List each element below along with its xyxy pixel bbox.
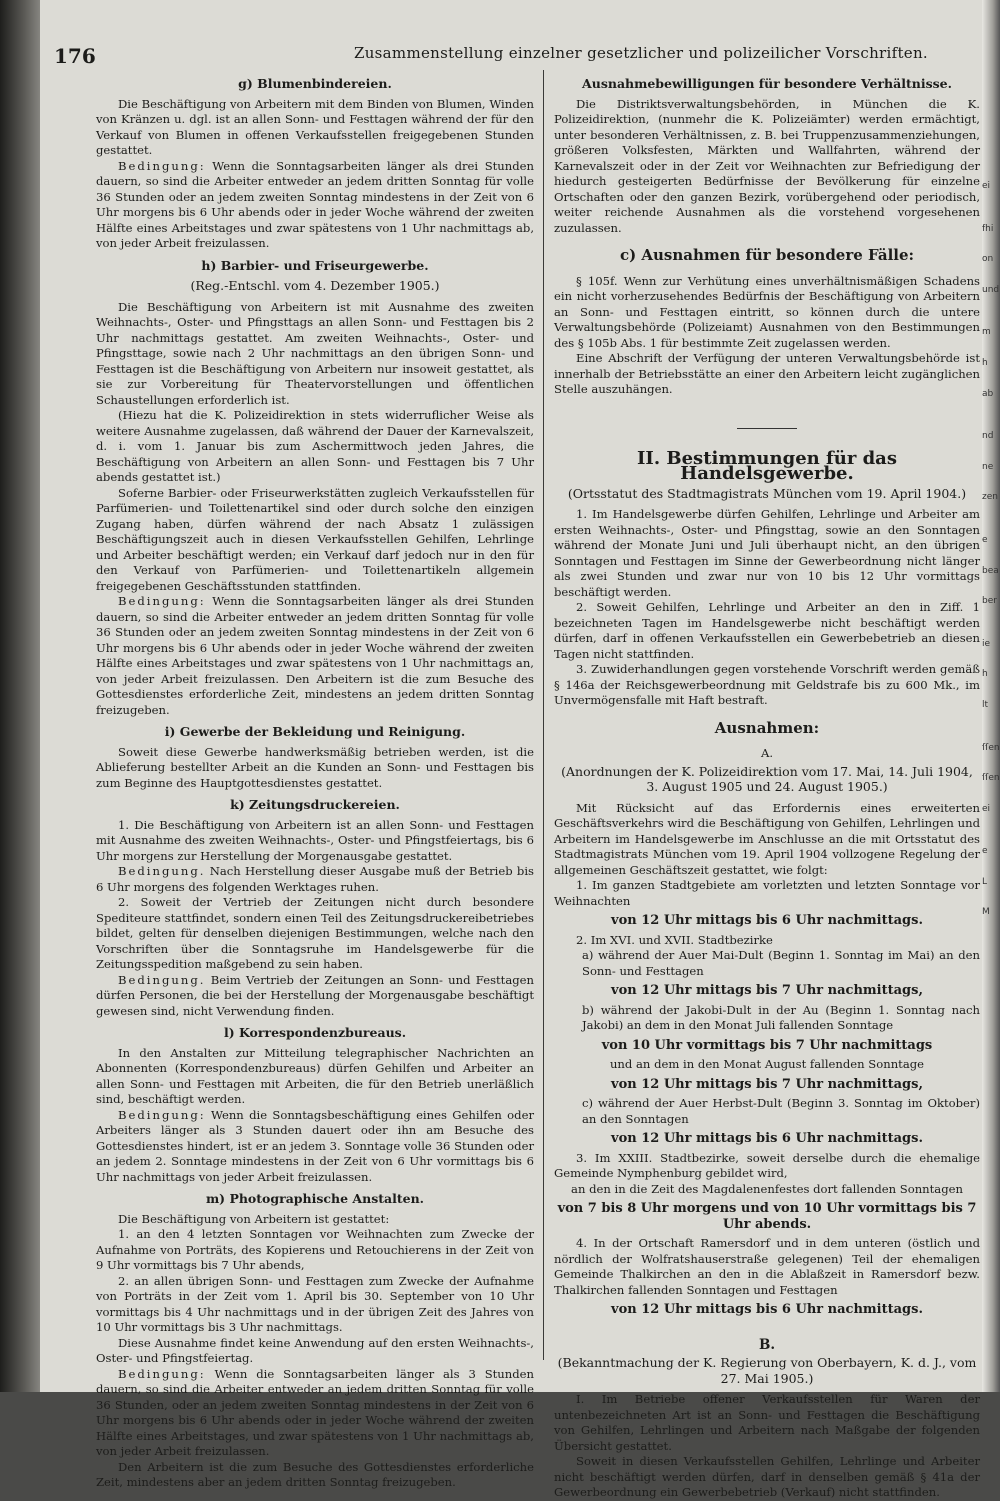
part-a-letter: A. <box>760 746 774 760</box>
edge-fragment: ber <box>982 596 997 607</box>
section-l-title: l) Korrespondenzbureaus. <box>223 1025 407 1040</box>
condition-text: Wenn die Sonntagsarbeiten länger als drei Stunden dauern, so sind die Arbeiter entweder an jedem dritten Sonntag für volle 36 Stunden oder an jedem zweiten Sonntag mindestens in der Zeit von 6 Uhr morgens bis 6 Uhr abends oder in jeder Woche während der zweiten Hälfte eines Arbeitstages und zwar spätestens von 1 Uhr nachmittags ab, von jeder Arbeit freizulassen. <box>96 158 534 250</box>
list-item: 3. Im XXIII. Stadtbezirke, soweit derselbe durch die ehemalige Gemeinde Nymphenburg gebildet wird, <box>554 1150 980 1180</box>
list-item: 4. In der Ortschaft Ramersdorf und in dem unteren (östlich und nördlich der Wolfratshauserstraße gelegenen) Teil der ehemaligen Gemeinde Thalkirchen an den in die Ablaßzeit in Ramersdorf bezw. Thalkirchen fallenden Sonntagen und Festtagen <box>554 1236 980 1297</box>
part-b-subtitle: (Bekanntmachung der K. Regierung von Oberbayern, K. d. J., vom 27. Mai 1905.) <box>557 1355 977 1386</box>
edge-fragment: ne <box>982 461 994 472</box>
list-subitem: b) während der Jakobi-Dult in der Au (Beginn 1. Sonntag nach Jakobi) an dem in den Monat Juli fallenden Sonntage <box>582 1002 980 1032</box>
paragraph: (Hiezu hat die K. Polizeidirektion in stets widerruflicher Weise als weitere Ausnahme zugelassen, daß während der Dauer der Karnevalszeit, d. i. vom 1. Januar bis zum Aschermittwoch jeden Jahres, die Beschäftigung von Arbeitern an allen Sonn- und Festtagen bis 7 Uhr abends gestattet ist.) <box>96 408 534 484</box>
condition-text: Nach Herstellung dieser Ausgabe muß der Betrieb bis 6 Uhr morgens des folgenden Werktages ruhen. <box>96 864 535 894</box>
time-range: von 12 Uhr mittags bis 6 Uhr nachmittags. <box>611 913 923 928</box>
edge-fragment: on <box>982 254 994 265</box>
section-g-title: g) Blumenbindereien. <box>238 76 392 91</box>
edge-fragment: ab <box>982 388 994 399</box>
edge-fragment: zen <box>982 492 998 503</box>
paragraph: Den Arbeitern ist die zum Besuche des Gottesdienstes erforderliche Zeit, mindestens aber an jedem dritten Sonntag freizugeben. <box>96 1459 534 1489</box>
edge-fragment: ei <box>982 803 991 814</box>
condition-label: Bedingung. <box>118 972 206 987</box>
paragraph: 1. an den 4 letzten Sonntagen vor Weihnachten zum Zwecke der Aufnahme von Porträts, des Kopierens und Retouchierens in der Zeit von 9 Uhr vormittags bis 7 Uhr abends, <box>96 1227 534 1272</box>
condition-label: Bedingung. <box>118 864 206 878</box>
exceptions-title: Ausnahmen: <box>714 718 820 737</box>
list-subitem: c) während der Auer Herbst-Dult (Beginn 3. Sonntag im Oktober) an den Sonntagen <box>582 1096 980 1126</box>
part-b-letter: B. <box>758 1336 776 1353</box>
list-subitem-continuation: und an dem in den Monat August fallenden Sonntage <box>609 1057 925 1071</box>
paragraph: Soweit in diesen Verkaufsstellen Gehilfen, Lehrlinge und Arbeiter nicht beschäftigt werden dürfen, darf in denselben gemäß § 41a der Gewerbeordnung ein Gewerbebetrieb (Verkauf) nicht stattfinden. <box>554 1454 980 1499</box>
section-ii-title: II. Bestimmungen für das Handelsgewerbe. <box>637 447 897 484</box>
paragraph: I. Im Betriebe offener Verkaufsstellen für Waren der untenbezeichneten Art ist an Sonn- und Festtagen die Beschäftigung von Gehilfen, Lehrlingen und Arbeitern nach Maßgabe der folgenden Übersicht gestattet. <box>554 1392 980 1453</box>
edge-fragment: ei <box>982 181 991 191</box>
edge-fragment: m <box>982 327 991 338</box>
paragraph: 2. Soweit der Vertrieb der Zeitungen nicht durch besondere Spediteure stattfindet, sondern einen Teil des Zeitungsdruckereibetriebes bildet, gelten für denselben diejenigen Bestimmungen, welche nach den Vorschriften über die Sonntagsruhe im Handelsgewerbe für die Zeitungsspedition maßgebend zu sein haben. <box>96 895 534 971</box>
list-item: 2. Im XVI. und XVII. Stadtbezirke <box>576 932 773 947</box>
section-h-subtitle: (Reg.-Entschl. vom 4. Dezember 1905.) <box>190 278 440 293</box>
edge-fragment: bea <box>982 565 999 576</box>
paragraph-condition <box>96 864 534 895</box>
paragraph-condition <box>96 159 534 252</box>
paragraph: Die Beschäftigung von Arbeitern ist mit Ausnahme des zweiten Weihnachts-, Oster- und Pfingsttags an allen Sonn- und Festtagen bis 2 Uhr nachmittags gestattet. Am zweiten Weihnachts-, Oster- und Pfingsttage, sowie nach 2 Uhr nachmittags an den übrigen Sonn- und Festtagen ist die Beschäftigung von Arbeitern nur insoweit gestattet, als sie zur Vorbereitung für Theatervorstellungen und öffentlichen Schaustellungen erforderlich ist. <box>96 299 534 407</box>
paragraph: Die Beschäftigung von Arbeitern ist gestattet: <box>118 1211 390 1226</box>
condition-text: Wenn die Sonntagsarbeiten länger als 3 Stunden dauern, so sind die Arbeiter entweder an jedem dritten Sonntag für volle 36 Stunden, oder an jedem zweiten Sonntag mindestens in der Zeit von 6 Uhr morgens bis 6 Uhr abends oder in jeder Woche während der zweiten Hälfte eines Arbeitstages, und zwar spätestens von 1 Uhr nachmittags ab, von jeder Arbeit freizulassen. <box>96 1366 534 1458</box>
section-ii-subtitle: (Ortsstatut des Stadtmagistrats München vom 19. April 1904.) <box>567 485 967 501</box>
paragraph-condition <box>96 1108 534 1186</box>
list-subitem: a) während der Auer Mai-Dult (Beginn 1. Sonntag im Mai) an den Sonn- und Festtagen <box>582 948 980 978</box>
column-divider <box>543 70 544 1360</box>
right-column <box>554 70 980 1501</box>
edge-fragment: ſſen <box>982 773 1000 784</box>
section-m-title: m) Photographische Anstalten. <box>205 1191 425 1206</box>
edge-fragment: und <box>982 284 1000 295</box>
edge-fragment: e <box>982 846 988 857</box>
left-column <box>96 70 534 1491</box>
condition-label: Bedingung: <box>118 158 206 173</box>
exceptions-approval-title: Ausnahmebewilligungen für besondere Verhältnisse. <box>582 76 952 91</box>
section-i-title: i) Gewerbe der Bekleidung und Reinigung. <box>164 724 466 739</box>
edge-fragment: L <box>982 876 988 887</box>
list-item: 1. Im ganzen Stadtgebiete am vorletzten und letzten Sonntage vor Weihnachten <box>554 878 980 908</box>
condition-text: Beim Vertrieb der Zeitungen an Sonn- und Festtagen dürfen Personen, die bei der Herstellung der Morgenausgabe beschäftigt gewesen sind, nicht Verwendung finden. <box>96 972 534 1018</box>
condition-text: Wenn die Sonntagsbeschäftigung eines Gehilfen oder Arbeiters länger als 3 Stunden dauert oder ihn am Besuche des Gottesdienstes hindert, ist er an jedem 3. Sonntage volle 36 Stunden oder an jedem 2. Sonntage mindestens in der Zeit von 6 Uhr vormittags bis 6 Uhr nachmittags von jeder Arbeit freizulassen. <box>96 1107 534 1184</box>
paragraph: § 105f. Wenn zur Verhütung eines unverhältnismäßigen Schadens ein nicht vorherzusehendes Bedürfnis der Beschäftigung von Arbeitern an Sonn- und Festtagen eintritt, so können durch die untere Verwaltungsbehörde (Polizeiamt) Ausnahmen von den Bestimmungen des § 105b Abs. 1 für bestimmte Zeit zugelassen werden. <box>554 273 980 350</box>
paragraph-condition <box>96 973 534 1020</box>
edge-fragment: lt <box>982 699 989 710</box>
condition-text: Wenn die Sonntagsarbeiten länger als drei Stunden dauern, so sind die Arbeiter entweder an jedem dritten Sonntag für volle 36 Stunden oder an jedem zweiten Sonntag mindestens in der Zeit von 6 Uhr morgens bis 6 Uhr abends oder in jeder Woche während der zweiten Hälfte eines Arbeitstages und zwar spätestens von 1 Uhr nachmittags an, von jeder Arbeit freizulassen. Den Arbeitern ist die zum Besuche des Gottesdienstes erforderliche Zeit, mindestens an jedem dritten Sonntag freizugeben. <box>96 594 534 717</box>
time-range: von 12 Uhr mittags bis 6 Uhr nachmittags. <box>611 1131 923 1146</box>
paragraph: 1. Die Beschäftigung von Arbeitern ist an allen Sonn- und Festtagen mit Ausnahme des zweiten Weihnachts-, Oster- und Pfingstfeiertags, bis 6 Uhr morgens zur Herstellung der Morgenausgabe gestattet. <box>96 817 534 863</box>
part-a-subtitle: (Anordnungen der K. Polizeidirektion vom 17. Mai, 14. Juli 1904, 3. August 1905 und 24. August 1905.) <box>561 763 973 794</box>
edge-fragment: e <box>982 534 988 545</box>
paragraph: 2. Soweit Gehilfen, Lehrlinge und Arbeiter an den in Ziff. 1 bezeichneten Tagen im Handelsgewerbe nicht beschäftigt werden dürfen, darf in offenen Verkaufsstellen ein Gewerbebetrieb an diesen Tagen nicht stattfinden. <box>554 600 980 661</box>
time-range: von 10 Uhr vormittags bis 7 Uhr nachmittags <box>601 1037 933 1053</box>
paragraph: 2. an allen übrigen Sonn- und Festtagen zum Zwecke der Aufnahme von Porträts in der Zeit vom 1. April bis 30. September von 10 Uhr vormittags bis 4 Uhr nachmittags und in der übrigen Zeit des Jahres von 10 Uhr vormittags bis 3 Uhr nachmittags. <box>96 1273 534 1334</box>
section-c-title: c) Ausnahmen für besondere Fälle: <box>619 246 915 264</box>
time-range: von 12 Uhr mittags bis 6 Uhr nachmittags. <box>611 1302 923 1317</box>
edge-fragment: ie <box>982 638 991 649</box>
condition-label: Bedingung: <box>118 1366 206 1381</box>
paragraph-condition <box>96 594 534 718</box>
section-rule <box>737 428 797 429</box>
paragraph: Die Distriktsverwaltungsbehörden, in München die K. Polizeidirektion, (nunmehr die K. Polizeiämter) werden ermächtigt, unter besonderen Verhältnissen, z. B. bei Truppenzusammenziehungen, größeren Volksfesten, Märkten und Wallfahrten, während der Karnevalszeit oder in der Zeit vor Weihnachten zur Befriedigung der hiedurch gesteigerten Bedürfnisse der Bevölkerung für einzelne Ortschaften oder den ganzen Bezirk, vorübergehend oder periodisch, weiter reichende Ausnahmen als die vorstehend vorgesehenen zuzulassen. <box>554 96 980 235</box>
page-number: 176 <box>54 44 96 68</box>
condition-label: Bedingung: <box>118 594 206 608</box>
paragraph: 3. Zuwiderhandlungen gegen vorstehende Vorschrift werden gemäß § 146a der Reichsgewerbeordnung mit Geldstrafe bis zu 600 Mk., im Unvermögensfalle mit Haft bestraft. <box>554 662 980 707</box>
paragraph: Soweit diese Gewerbe handwerksmäßig betrieben werden, ist die Ablieferung bestellter Arbeit an die Kunden an Sonn- und Festtagen bis zum Beginne des Hauptgottesdienstes gestattet. <box>96 744 534 790</box>
adjacent-page-text-fragments <box>982 180 998 949</box>
edge-fragment: nd <box>982 431 994 442</box>
time-range: von 7 bis 8 Uhr morgens und von 10 Uhr vormittags bis 7 Uhr abends. <box>557 1201 977 1232</box>
paragraph: Soferne Barbier- oder Friseurwerkstätten zugleich Verkaufsstellen für Parfümerien- und Toilettenartikel sind oder durch solche den einzigen Zugang haben, dürfen während der nach Absatz 1 zulässigen Beschäftigungszeit auch in diesen Verkaufsstellen Gehilfen, Lehrlinge und Arbeiter beschäftigt werden; ein Verkauf darf jedoch nur in den für den Verkauf von Parfümerien- und Toilettenartikeln allgemein freigegebenen Geschäftsstunden stattfinden. <box>96 485 534 593</box>
time-range: von 12 Uhr mittags bis 7 Uhr nachmittags, <box>611 1076 923 1092</box>
edge-fragment: ſſen <box>982 742 1000 753</box>
condition-label: Bedingung: <box>118 1107 206 1122</box>
paragraph-condition <box>96 1367 534 1460</box>
paragraph: In den Anstalten zur Mitteilung telegraphischer Nachrichten an Abonnenten (Korrespondenzbureaus) dürfen Gehilfen und Arbeiter an allen Sonn- und Festtagen mit Arbeiten, die für den Betrieb unerläßlich sind, beschäftigt werden. <box>96 1045 534 1106</box>
paragraph: Die Beschäftigung von Arbeitern mit dem Binden von Blumen, Winden von Kränzen u. dgl. ist an allen Sonn- und Festtagen während der für den Verkauf von Blumen in offenen Verkaufsstellen freigegebenen Stunden gestattet. <box>96 96 534 157</box>
section-h-title: h) Barbier- und Friseurgewerbe. <box>201 257 429 273</box>
edge-fragment: fhi <box>982 223 994 234</box>
paragraph: 1. Im Handelsgewerbe dürfen Gehilfen, Lehrlinge und Arbeiter am ersten Weihnachts-, Oster- und Pfingsttag, sowie an den Sonntagen während der Monate Juni und Juli überhaupt nicht, an den übrigen Sonntagen und Festtagen im Sinne der Gewerbeordnung nicht länger als zwei Stunden und zwar nur von 10 bis 12 Uhr vormittags beschäftigt werden. <box>554 507 980 599</box>
paragraph: Mit Rücksicht auf das Erfordernis eines erweiterten Geschäftsverkehrs wird die Beschäftigung von Gehilfen, Lehrlingen und Arbeitern im Handelsgewerbe im Anschlusse an die mit Ortsstatut des Stadtmagistrats München vom 19. April 1904 vollzogene Regelung der allgemeinen Geschäftszeit gestattet, wie folgt: <box>554 800 980 877</box>
running-title: Zusammenstellung einzelner gesetzlicher und polizeilicher Vorschriften. <box>354 44 928 62</box>
list-item-continuation: an den in die Zeit des Magdalenenfestes dort fallenden Sonntagen <box>571 1181 963 1196</box>
time-range: von 12 Uhr mittags bis 7 Uhr nachmittags, <box>611 983 923 998</box>
edge-fragment: h <box>982 357 988 368</box>
paragraph: Diese Ausnahme findet keine Anwendung auf den ersten Weihnachts-, Oster- und Pfingstfeiertag. <box>96 1335 534 1365</box>
paragraph: Eine Abschrift der Verfügung der unteren Verwaltungsbehörde ist innerhalb der Betriebsstätte an einer den Arbeitern leicht zugänglichen Stelle auszuhängen. <box>554 351 980 396</box>
edge-fragment: h <box>982 669 988 680</box>
edge-fragment: M <box>982 907 990 918</box>
section-k-title: k) Zeitungsdruckereien. <box>230 797 400 812</box>
